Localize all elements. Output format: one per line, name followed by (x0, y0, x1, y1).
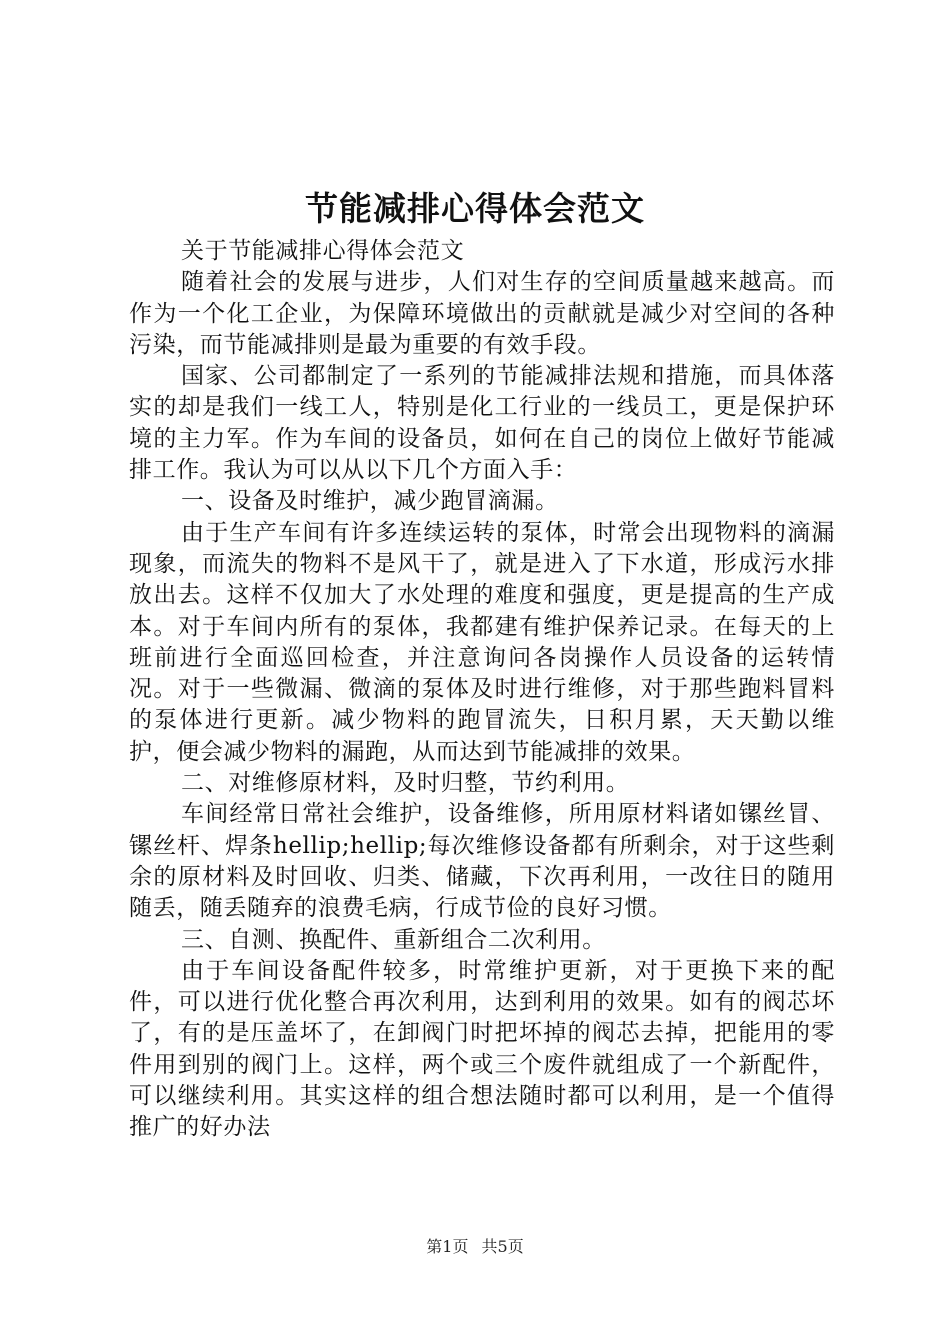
paragraph-context: 国家、公司都制定了一系列的节能减排法规和措施，而具体落实的却是我们一线工人，特别是化工行业的一线员工，更是保护环境的主力军。作为车间的设备员，如何在自己的岗位上做好节能减排工作。我认为可以从以下几个方面入手： (129, 363, 835, 484)
section-heading-2: 二、对维修原材料，及时归整，节约利用。 (181, 770, 630, 797)
page-number: 第1页 (426, 1237, 469, 1256)
paragraph-intro: 随着社会的发展与进步，人们对生存的空间质量越来越高。而作为一个化工企业，为保障环境做出的贡献就是减少对空间的各种污染，而节能减排则是最为重要的有效手段。 (129, 269, 835, 358)
page-total: 共5页 (481, 1237, 524, 1256)
section-heading-3: 三、自测、换配件、重新组合二次利用。 (181, 926, 606, 953)
paragraph-section-2: 车间经常日常社会维护，设备维修，所用原材料诸如镙丝冒、镙丝杆、焊条hellip;hellip;每次维修设备都有所剩余，对于这些剩余的原材料及时回收、归类、储藏，下次再利用，一改往日的随用随丢，随丢随弃的浪费毛病，行成节俭的良好习惯。 (129, 801, 835, 922)
document-body (129, 236, 835, 1144)
paragraph-section-3: 由于车间设备配件较多，时常维护更新，对于更换下来的配件，可以进行优化整合再次利用，达到利用的效果。如有的阀芯坏了，有的是压盖坏了，在卸阀门时把坏掉的阀芯去掉，把能用的零件用到别的阀门上。这样，两个或三个废件就组成了一个新配件，可以继续利用。其实这样的组合想法随时都可以利用，是一个值得推广的好办法 (129, 957, 835, 1141)
paragraph-section-1: 由于生产车间有许多连续运转的泵体，时常会出现物料的滴漏现象，而流失的物料不是风干了，就是进入了下水道，形成污水排放出去。这样不仅加大了水处理的难度和强度，更是提高的生产成本。对于车间内所有的泵体，我都建有维护保养记录。在每天的上班前进行全面巡回检查，并注意询问各岗操作人员设备的运转情况。对于一些微漏、微滴的泵体及时进行维修，对于那些跑料冒料的泵体进行更新。减少物料的跑冒流失，日积月累，天天勤以维护，便会减少物料的漏跑，从而达到节能减排的效果。 (129, 519, 835, 765)
paragraph-subtitle: 关于节能减排心得体会范文 (181, 238, 465, 264)
section-heading-1: 一、设备及时维护，减少跑冒滴漏。 (181, 488, 559, 515)
page-footer (0, 1236, 950, 1258)
document-title: 节能减排心得体会范文 (305, 189, 645, 228)
